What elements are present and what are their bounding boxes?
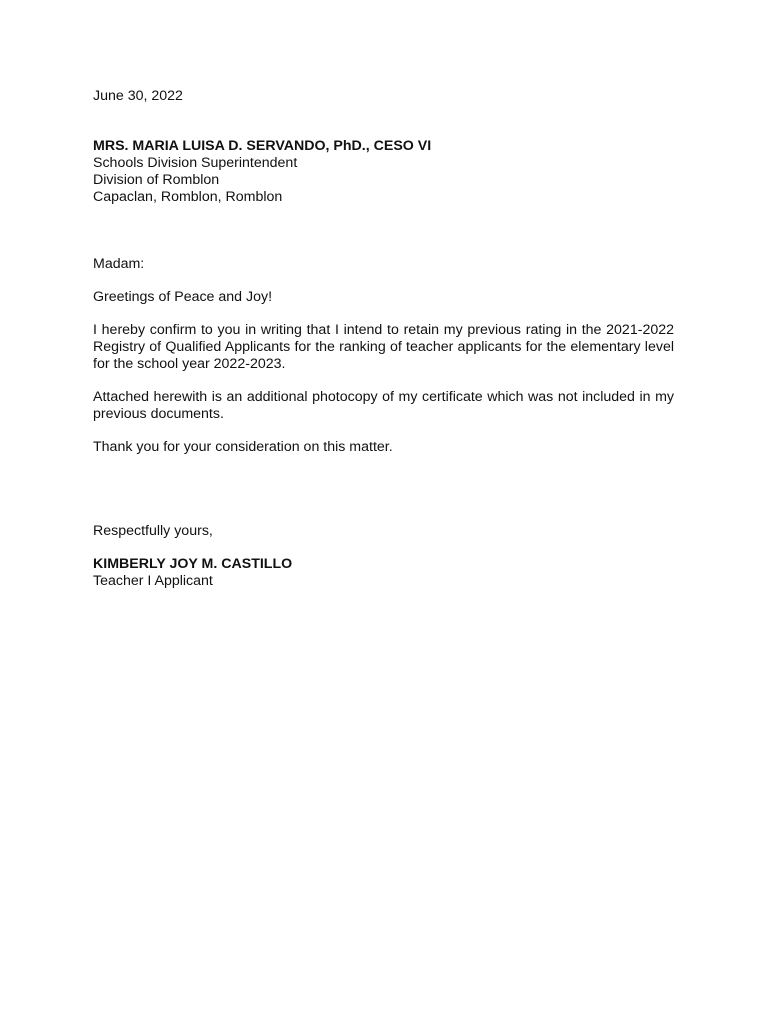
signatory-block xyxy=(93,556,674,590)
signatory-position: Teacher I Applicant xyxy=(93,573,213,589)
recipient-name: MRS. MARIA LUISA D. SERVANDO, PhD., CESO VI xyxy=(93,138,432,154)
letter-date: June 30, 2022 xyxy=(93,88,183,104)
thank-you-line: Thank you for your consideration on this matter. xyxy=(93,439,393,455)
signatory-name: KIMBERLY JOY M. CASTILLO xyxy=(93,556,293,572)
recipient-title: Schools Division Superintendent xyxy=(93,155,298,171)
recipient-division: Division of Romblon xyxy=(93,172,220,188)
recipient-block xyxy=(93,138,674,206)
closing: Respectfully yours, xyxy=(93,523,213,539)
salutation: Madam: xyxy=(93,256,145,272)
recipient-address: Capaclan, Romblon, Romblon xyxy=(93,189,283,205)
body-paragraph-2: Attached herewith is an additional photocopy of my certificate which was not included in my previous documents. xyxy=(93,389,674,422)
greeting: Greetings of Peace and Joy! xyxy=(93,289,273,305)
letter-body xyxy=(93,88,674,590)
body-paragraph-1: I hereby confirm to you in writing that I intend to retain my previous rating in the 2021-2022 Registry of Qualified Applicants for the ranking of teacher applicants for the elementary level for the school year 2022-2023. xyxy=(93,322,674,372)
